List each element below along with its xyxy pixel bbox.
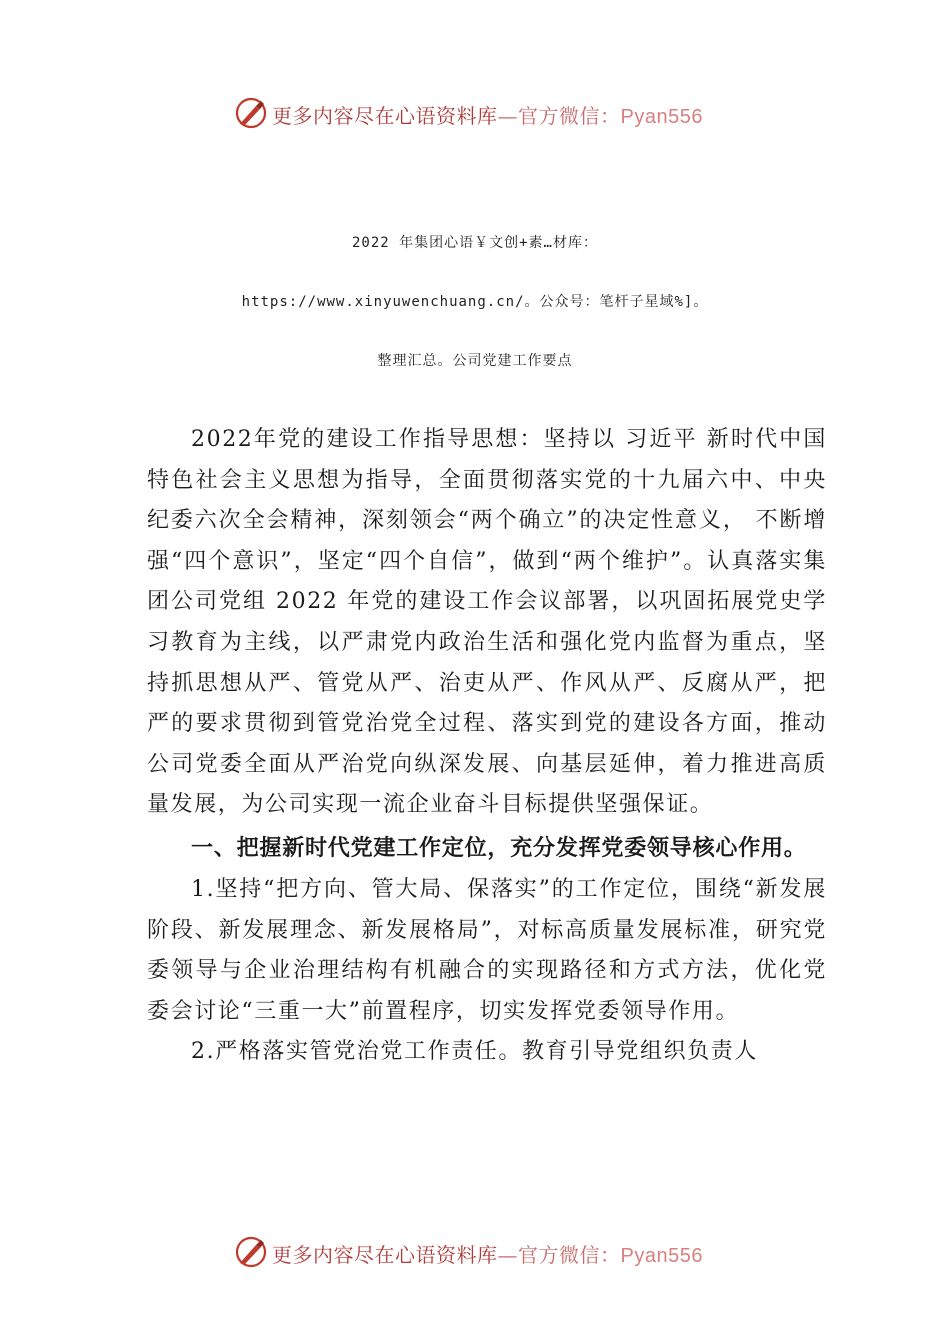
banner-text-cn: 更多内容尽在心语资料库 (272, 1243, 498, 1267)
item-1-paragraph: 1.坚持“把方向、管大局、保落实”的工作定位，围绕“新发展阶段、新发展理念、新发展格局”，对标高质量发展标准，研究党委领导与企业治理结构有机融合的实现路径和方式方法，优化党委会讨论“三重一大”前置程序，切实发挥党委领导作用。 (147, 876, 827, 1024)
watermark-banner-top (0, 94, 950, 134)
watermark-banner-bottom (0, 1233, 950, 1273)
banner-wechat-id: Pyan556 (620, 1245, 703, 1267)
item-2-paragraph: 2.严格落实管党治党工作责任。教育引导党组织负责人 (191, 1039, 758, 1065)
header-line-1: 2022 年集团心语￥文创+素…材库： (351, 235, 598, 251)
banner-text-wechat: —官方微信： (497, 1243, 621, 1267)
document-body (147, 420, 827, 1073)
header-line-3: 整理汇总。公司党建工作要点 (377, 353, 573, 369)
banner-text (272, 1239, 703, 1268)
banner-text-wechat: —官方微信： (497, 104, 621, 128)
intro-paragraph: 2022年党的建设工作指导思想：坚持以 习近平 新时代中国特色社会主义思想为指导，全面贯彻落实党的十九届六中、中央纪委六次全会精神，深刻领会“两个确立”的决定性意义， 不断增强“四个意识”，坚定“四个自信”，做到“两个维护”。认真落实集团公司党组 2022 年党的建设工作会议部署，以巩固拓展党史学习教育为主线，以严肃党内政治生活和强化党内监督为重点，坚持抓思想从严、管党从严、治吏从严、作风从严、反腐从严，把严的要求贯彻到管党治党全过程、落实到党的建设各方面，推动公司党委全面从严治党向纵深发展、向基层延伸，着力推进高质量发展，为公司实现一流企业奋斗目标提供坚强保证。 (147, 427, 827, 818)
section-1-heading: 一、把握新时代党建工作定位，充分发挥党委领导核心作用。 (191, 835, 807, 861)
header-line-2: https://www.xinyuwenchuang.cn/。公众号：笔杆子星域%]。 (241, 294, 709, 310)
banner-text (272, 100, 703, 129)
pen-logo-icon (234, 96, 268, 130)
pen-logo-icon (234, 1235, 268, 1269)
banner-text-cn: 更多内容尽在心语资料库 (272, 104, 498, 128)
banner-wechat-id: Pyan556 (620, 106, 703, 128)
